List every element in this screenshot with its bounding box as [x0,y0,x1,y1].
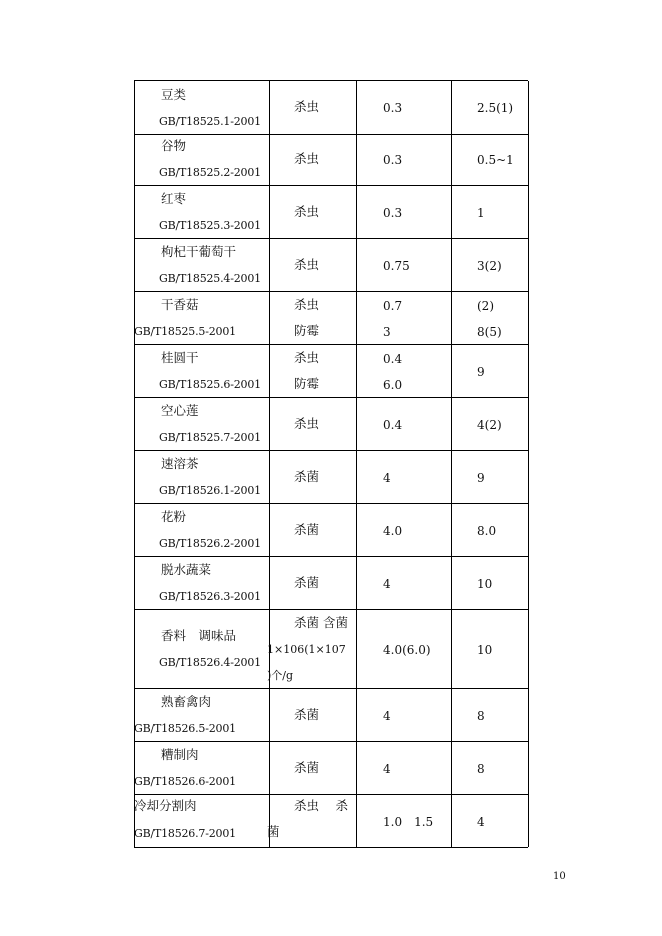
min-dose-value-second: 3 [383,325,391,339]
standard-code: GB/T18525.6-2001 [159,378,261,391]
min-dose-value: 0.3 [383,206,403,220]
food-name: 脱水蔬菜 [161,562,212,577]
max-dose-cell [451,397,529,450]
table-row [134,450,528,504]
standard-code: GB/T18525.7-2001 [159,431,261,444]
min-dose-value: 4.0(6.0) [383,643,431,657]
max-dose-value: 8 [477,762,485,776]
max-dose-value: 10 [477,577,493,591]
table-row [134,503,528,557]
max-dose-value: 9 [477,365,485,379]
max-dose-value-second: 8(5) [477,325,502,339]
food-cell [134,291,270,344]
min-dose-cell [356,556,452,609]
standard-code: GB/T18526.3-2001 [159,590,261,603]
max-dose-cell [451,688,529,741]
purpose-cell [268,450,357,503]
max-dose-value: 8.0 [477,524,497,538]
purpose-cell [268,291,357,344]
purpose-text-second: 菌 [267,824,280,839]
max-dose-value: 4 [477,815,485,829]
min-dose-cell [356,81,452,134]
max-dose-value: 9 [477,471,485,485]
max-dose-cell [451,609,529,688]
max-dose-cell [451,794,529,847]
min-dose-cell [356,688,452,741]
table-row [134,344,528,398]
purpose-text: 杀菌 [294,469,320,484]
min-dose-cell [356,397,452,450]
min-dose-value-second: 6.0 [383,378,403,392]
table-row [134,794,528,848]
min-dose-value: 4.0 [383,524,403,538]
min-dose-value: 4 [383,577,391,591]
table-row [134,80,528,135]
max-dose-cell [451,741,529,794]
purpose-text: 杀虫 [294,350,320,365]
food-cell [134,81,270,134]
purpose-text: 杀虫 [294,99,320,114]
standard-code: GB/T18525.3-2001 [159,219,261,232]
purpose-cell [268,609,357,688]
purpose-cell [268,133,357,185]
purpose-cell [268,688,357,741]
standard-code: GB/T18526.1-2001 [159,484,261,497]
standard-code: GB/T18525.2-2001 [159,166,261,179]
food-cell [134,688,270,741]
max-dose-cell [451,450,529,503]
standard-code: GB/T18526.5-2001 [134,722,236,735]
food-cell [134,556,270,609]
standard-code: GB/T18525.5-2001 [134,325,236,338]
table-row [134,185,528,239]
standard-code: GB/T18525.4-2001 [159,272,261,285]
food-name: 红枣 [161,191,187,206]
min-dose-cell [356,344,452,397]
min-dose-value: 4 [383,471,391,485]
purpose-text: 杀菌 含菌 [294,615,348,630]
food-cell [134,741,270,794]
min-dose-value: 1.0 1.5 [383,815,434,829]
food-cell [134,794,270,847]
purpose-cell [268,344,357,397]
purpose-cell [268,238,357,291]
table-row [134,397,528,451]
max-dose-cell [451,503,529,556]
purpose-text-third: )个/g [267,669,294,682]
purpose-text: 杀菌 [294,575,320,590]
min-dose-value: 0.4 [383,352,403,366]
food-cell [134,185,270,238]
food-cell [134,503,270,556]
purpose-text: 杀菌 [294,522,320,537]
purpose-text: 杀虫 [294,257,320,272]
food-cell [134,344,270,397]
min-dose-cell [356,238,452,291]
purpose-text: 杀菌 [294,707,320,722]
purpose-cell [268,556,357,609]
food-cell [134,450,270,503]
standard-code: GB/T18526.2-2001 [159,537,261,550]
food-name: 花粉 [161,509,187,524]
max-dose-cell [451,238,529,291]
table-row [134,556,528,610]
max-dose-cell [451,291,529,344]
purpose-cell [268,741,357,794]
purpose-text: 杀虫 [294,204,320,219]
min-dose-cell [356,291,452,344]
food-name: 香料 调味品 [161,628,237,643]
max-dose-value: (2) [477,299,494,313]
min-dose-cell [356,185,452,238]
max-dose-cell [451,344,529,397]
page-number: 10 [553,871,566,882]
table-row [134,238,528,292]
food-name: 熟畜禽肉 [161,694,212,709]
max-dose-value: 10 [477,643,493,657]
max-dose-cell [451,185,529,238]
max-dose-value: 0.5~1 [477,153,514,167]
food-cell [134,238,270,291]
max-dose-cell [451,81,529,134]
irradiation-standards-table [134,80,528,847]
purpose-cell [268,503,357,556]
food-name: 枸杞干葡萄干 [161,244,237,259]
food-name: 冷却分割肉 [134,798,197,813]
max-dose-value: 2.5(1) [477,101,514,115]
min-dose-value: 0.4 [383,418,403,432]
food-cell [134,609,270,688]
min-dose-cell [356,450,452,503]
table-row [134,133,528,186]
food-name: 空心莲 [161,403,199,418]
purpose-cell [268,185,357,238]
purpose-text-second: 防霉 [294,376,320,391]
standard-code: GB/T18526.6-2001 [134,775,236,788]
purpose-text: 杀虫 杀 [294,798,348,813]
table-row [134,688,528,742]
food-name: 谷物 [161,138,187,153]
food-name: 豆类 [161,87,187,102]
purpose-text: 杀虫 [294,416,320,431]
min-dose-value: 0.3 [383,101,403,115]
max-dose-value: 1 [477,206,485,220]
food-name: 速溶茶 [161,456,199,471]
standard-code: GB/T18526.7-2001 [134,827,236,840]
purpose-cell [268,794,357,847]
food-name: 糟制肉 [161,747,199,762]
standard-code: GB/T18526.4-2001 [159,656,261,669]
min-dose-value: 4 [383,709,391,723]
min-dose-cell [356,794,452,847]
purpose-text: 杀虫 [294,151,320,166]
purpose-text-second: 防霉 [294,323,320,338]
purpose-cell [268,81,357,134]
table-row [134,291,528,345]
purpose-cell [268,397,357,450]
min-dose-cell [356,503,452,556]
min-dose-cell [356,609,452,688]
min-dose-value: 0.75 [383,259,410,273]
table-row [134,609,528,689]
max-dose-value: 4(2) [477,418,502,432]
food-name: 干香菇 [161,297,199,312]
standard-code: GB/T18525.1-2001 [159,115,261,128]
food-cell [134,397,270,450]
food-cell [134,133,270,185]
min-dose-cell [356,741,452,794]
min-dose-cell [356,133,452,185]
max-dose-value: 8 [477,709,485,723]
min-dose-value: 4 [383,762,391,776]
min-dose-value: 0.3 [383,153,403,167]
food-name: 桂圆干 [161,350,199,365]
max-dose-value: 3(2) [477,259,502,273]
purpose-text: 杀虫 [294,297,320,312]
max-dose-cell [451,133,529,185]
purpose-text: 杀菌 [294,760,320,775]
max-dose-cell [451,556,529,609]
purpose-text-second: 1×106(1×107 [267,643,346,656]
min-dose-value: 0.7 [383,299,403,313]
table-row [134,741,528,795]
